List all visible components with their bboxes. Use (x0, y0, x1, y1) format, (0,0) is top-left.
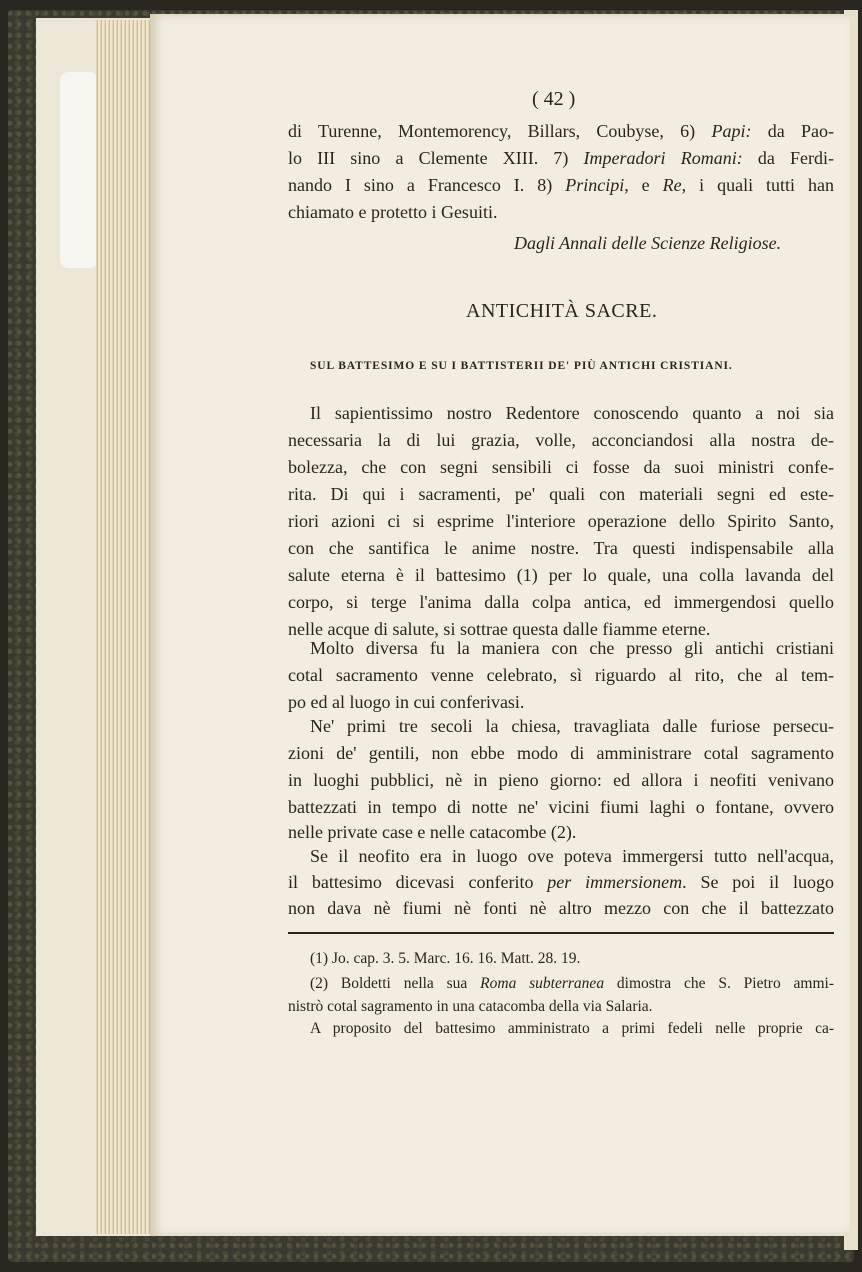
body-line: necessaria la di lui grazia, volle, acconciandosi alla nostra de- (288, 430, 834, 450)
page-edges (96, 20, 156, 1234)
footnote-line: nistrò cotal sagramento in una catacomba della via Salaria. (288, 998, 653, 1015)
footnote-line: (2) Boldetti nella sua Roma subterranea dimostra che S. Pietro ammi- (310, 975, 834, 992)
body-line: in luoghi pubblici, nè in pieno giorno: ed allora i neofiti venivano (288, 770, 834, 790)
body-line: nelle private case e nelle catacombe (2). (288, 822, 577, 842)
page-number: ( 42 ) (532, 88, 576, 110)
body-line: non dava nè fiumi nè fonti nè altro mezzo con che il battezzato (288, 898, 834, 918)
page-tab (60, 72, 98, 268)
body-line: rita. Di qui i sacramenti, pe' quali con materiali segni ed este- (288, 484, 834, 504)
footnote-line: (1) Jo. cap. 3. 5. Marc. 16. 16. Matt. 28. 19. (310, 950, 581, 967)
body-line: riori azioni ci si esprime l'interiore operazione dello Spirito Santo, (288, 511, 834, 531)
footnote-line: A proposito del battesimo amministrato a primi fedeli nelle proprie ca- (310, 1020, 834, 1037)
body-line: il battesimo dicevasi conferito per immersionem. Se poi il luogo (288, 872, 834, 892)
section-title: ANTICHITÀ SACRE. (466, 300, 658, 322)
body-line: zioni de' gentili, non ebbe modo di amministrare cotal sagramento (288, 743, 834, 763)
section-subtitle: SUL BATTESIMO E SU I BATTISTERII DE' PIÙ ANTICHI CRISTIANI. (310, 360, 733, 372)
body-line: cotal sacramento venne celebrato, sì riguardo al rito, che al tem- (288, 665, 834, 685)
body-line: Il sapientissimo nostro Redentore conoscendo quanto a noi sia (310, 403, 834, 423)
body-line: battezzati in tempo di notte ne' vicini fiumi laghi o fontane, ovvero (288, 797, 834, 817)
source-attribution: Dagli Annali delle Scienze Religiose. (514, 233, 782, 253)
text-line: di Turenne, Montemorency, Billars, Coubyse, 6) Papi: da Pao- (288, 121, 835, 141)
text-line: lo III sino a Clemente XIII. 7) Imperadori Romani: da Ferdi- (288, 148, 835, 168)
text-line: chiamato e protetto i Gesuiti. (288, 202, 498, 222)
body-line: bolezza, che con segni sensibili ci fosse da suoi ministri confe- (288, 457, 834, 477)
body-line: Se il neofito era in luogo ove poteva immergersi tutto nell'acqua, (310, 846, 834, 866)
body-line: Ne' primi tre secoli la chiesa, travagliata dalle furiose persecu- (310, 716, 834, 736)
body-line: Molto diversa fu la maniera con che presso gli antichi cristiani (310, 638, 834, 658)
text-line: nando I sino a Francesco I. 8) Principi, e Re, i quali tutti han (288, 175, 834, 195)
body-line: salute eterna è il battesimo (1) per lo quale, una colla lavanda del (288, 565, 834, 585)
body-line: nelle acque di salute, si sottrae questa dalle fiamme eterne. (288, 619, 711, 639)
footnote-rule (288, 932, 834, 934)
body-line: corpo, si terge l'anima dalla colpa antica, ed immergendosi quello (288, 592, 834, 612)
body-line: po ed al luogo in cui conferivasi. (288, 692, 525, 712)
body-line: con che santifica le anime nostre. Tra questi indispensabile alla (288, 538, 834, 558)
